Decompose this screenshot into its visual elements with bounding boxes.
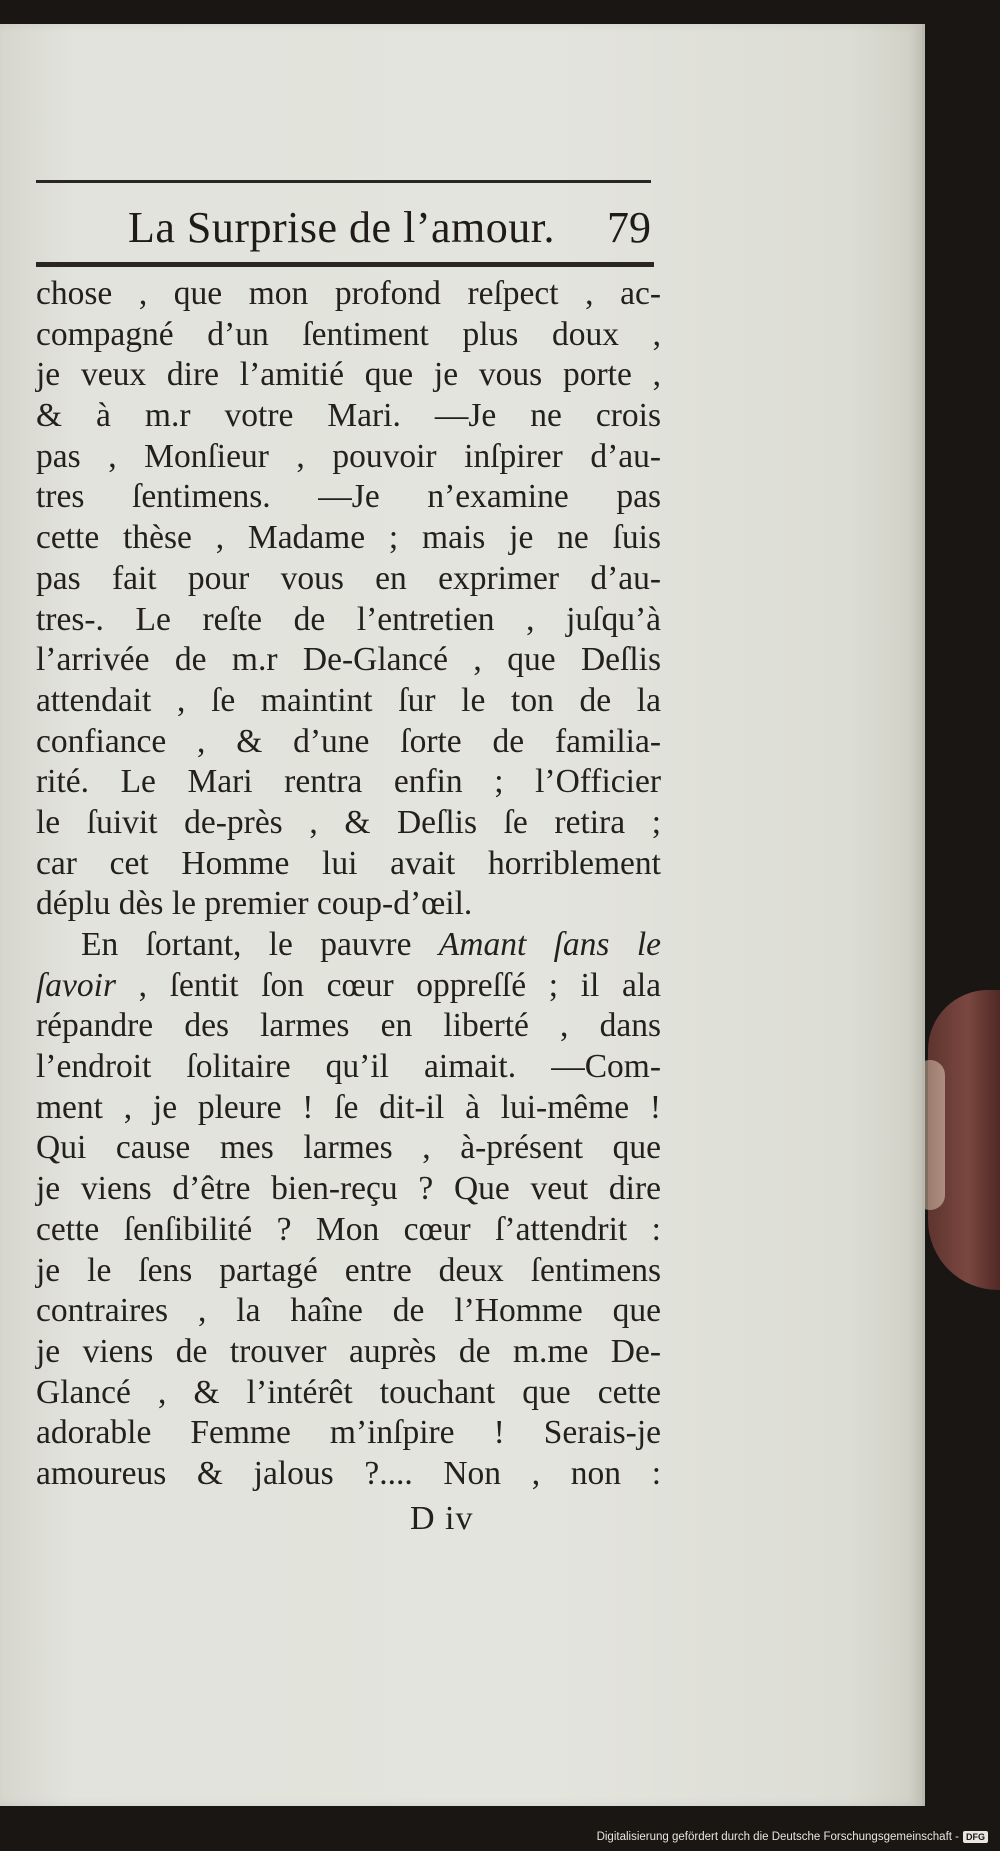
- text-line: je veux dire l’amitié que je vous porte ,: [36, 356, 661, 394]
- text-line: répandre des larmes en liberté , dans: [36, 1007, 661, 1045]
- text-line: chose , que mon profond reſpect , ac-: [36, 275, 661, 312]
- italic-run: ſavoir: [36, 966, 117, 1004]
- running-title: La Surprise de l’amour.: [128, 203, 555, 252]
- header-rule-top: [36, 180, 651, 183]
- italic-run: Amant ſans le: [438, 926, 661, 963]
- text-line: car cet Homme lui avait horriblement: [36, 844, 661, 882]
- text-line: je viens d’être bien-reçu ? Que veut dire: [36, 1170, 661, 1208]
- text-line: déplu dès le premier coup-d’œil.: [36, 885, 473, 923]
- text-line: confiance , & d’une ſorte de familia-: [36, 722, 661, 760]
- text-line: cette ſenſibilité ? Mon cœur ſ’attendrit :: [36, 1210, 661, 1248]
- text-line: attendait , ſe maintint ſur le ton de la: [36, 681, 661, 719]
- text-line: adorable Femme m’inſpire ! Serais-je: [36, 1414, 661, 1452]
- text-line: compagné d’un ſentiment plus doux ,: [36, 315, 661, 353]
- text-run: En ſortant, le pauvre: [81, 926, 439, 963]
- header-rule-bottom: [36, 262, 654, 267]
- text-line: ment , je pleure ! ſe dit-il à lui-même !: [36, 1088, 661, 1126]
- text-line: tres-. Le reſte de l’entretien , juſqu’à: [36, 600, 661, 638]
- text-run: , ſentit ſon cœur oppreſſé ; il ala: [116, 966, 661, 1004]
- text-line: pas fait pour vous en exprimer d’au-: [36, 559, 661, 597]
- signature-mark: D iv: [410, 1500, 474, 1537]
- text-line: le ſuivit de-près , & Deſlis ſe retira ;: [36, 803, 661, 841]
- text-line: amoureus & jalous ?.... Non , non :: [36, 1454, 661, 1492]
- text-line: l’arrivée de m.r De-Glancé , que Deſlis: [36, 641, 661, 679]
- text-line: contraires , la haîne de l’Homme que: [36, 1292, 661, 1330]
- text-line: pas , Monſieur , pouvoir inſpirer d’au-: [36, 437, 661, 475]
- paragraph-start-line: [36, 925, 661, 966]
- dfg-logo: DFG: [963, 1831, 988, 1843]
- digitization-credit: [597, 1831, 988, 1843]
- text-line: [36, 966, 661, 1007]
- body-text: [36, 274, 661, 1495]
- text-line: je viens de trouver auprès de m.me De-: [36, 1332, 661, 1370]
- credit-text: Digitalisierung gefördert durch die Deutsche Forschungsgemeinschaft -: [596, 1831, 959, 1843]
- book-page: [0, 24, 925, 1806]
- text-line: je le ſens partagé entre deux ſentimens: [36, 1251, 661, 1289]
- text-line: cette thèse , Madame ; mais je ne ſuis: [36, 519, 661, 557]
- page-number: 79: [607, 203, 651, 252]
- text-line: l’endroit ſolitaire qu’il aimait. —Com-: [36, 1048, 661, 1086]
- text-line: & à m.r votre Mari. —Je ne crois: [36, 397, 661, 435]
- text-line: tres ſentimens. —Je n’examine pas: [36, 478, 661, 516]
- text-line: Glancé , & l’intérêt touchant que cette: [36, 1373, 661, 1411]
- text-line: rité. Le Mari rentra enfin ; l’Officier: [36, 763, 661, 801]
- running-header: [36, 192, 651, 256]
- text-line: Qui cause mes larmes , à-présent que: [36, 1129, 661, 1167]
